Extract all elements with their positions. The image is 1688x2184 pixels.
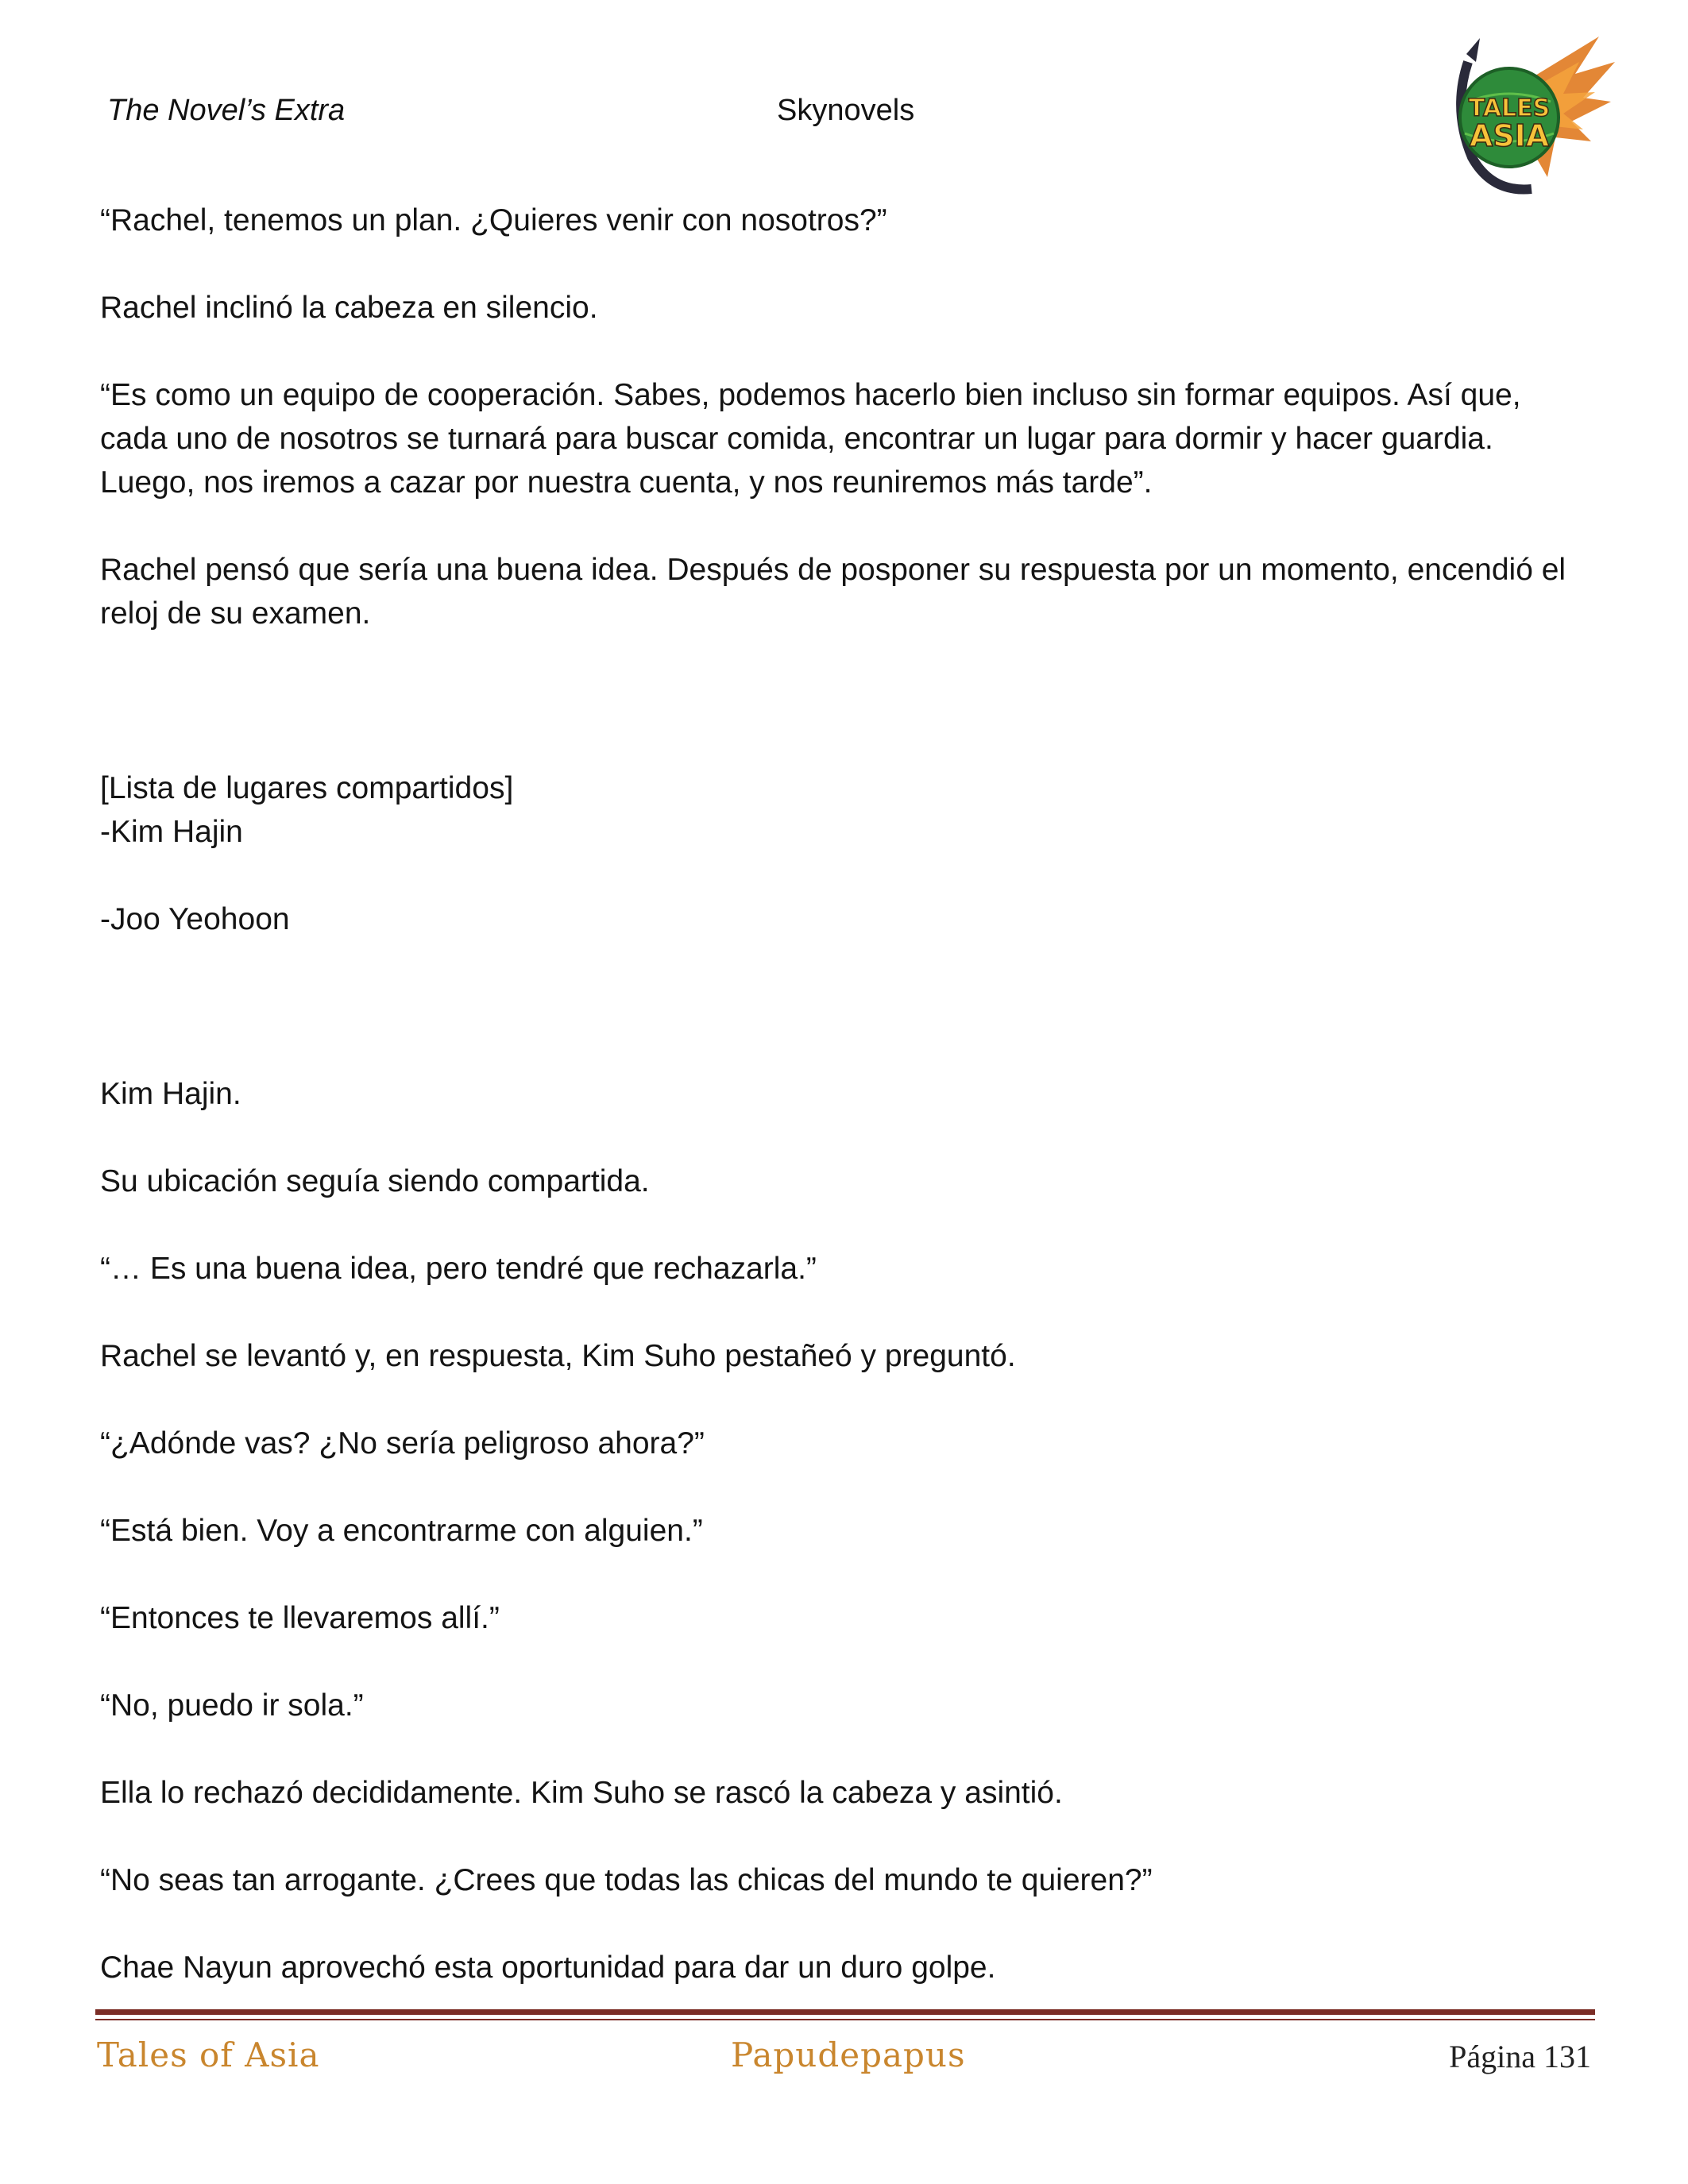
footer-publisher: Tales of Asia (97, 2035, 320, 2074)
footer-translator: Papudepapus (731, 2035, 966, 2074)
footer-page-number: Página 131 (1449, 2039, 1591, 2074)
logo-text-top: TALES (1468, 95, 1551, 122)
shared-locations-heading: [Lista de lugares compartidos] (100, 771, 514, 805)
paragraph: Chae Nayun aprovechó esta oportunidad para dar un duro golpe. (100, 1951, 996, 1985)
paragraph: Su ubicación seguía siendo compartida. (100, 1164, 650, 1198)
paragraph: “Está bien. Voy a encontrarme con alguien.” (100, 1514, 703, 1548)
footer-rule-thin (95, 2019, 1595, 2020)
logo-text-bottom: ASIA (1469, 118, 1550, 153)
paragraph: “¿Adónde vas? ¿No sería peligroso ahora?” (100, 1426, 705, 1461)
paragraph: “Rachel, tenemos un plan. ¿Quieres venir con nosotros?” (100, 203, 887, 237)
list-item: -Joo Yeohoon (100, 902, 290, 936)
paragraph: “Entonces te llevaremos allí.” (100, 1601, 500, 1635)
paragraph: “Es como un equipo de cooperación. Sabes, podemos hacerlo bien incluso sin formar equipos. Así que, cada uno de nosotros se turnará para buscar comida, encontrar un lugar para dormir y hacer guardia. Luego, nos iremos a cazar por nuestra cuenta, y nos reuniremos más tarde”. (100, 378, 1521, 500)
paragraph: Rachel se levantó y, en respuesta, Kim Suho pestañeó y preguntó. (100, 1339, 1016, 1373)
header-site-name: Skynovels (777, 94, 915, 127)
paragraph: Rachel pensó que sería una buena idea. Después de posponer su respuesta por un momento, encendió el reloj de su examen. (100, 553, 1566, 631)
list-item: -Kim Hajin (100, 815, 243, 849)
footer-rule-thick (95, 2009, 1595, 2015)
paragraph: “No, puedo ir sola.” (100, 1688, 364, 1723)
paragraph: Ella lo rechazó decididamente. Kim Suho se rascó la cabeza y asintió. (100, 1776, 1063, 1810)
body-text (100, 199, 1593, 1989)
paragraph: “No seas tan arrogante. ¿Crees que todas las chicas del mundo te quieren?” (100, 1863, 1153, 1897)
tales-of-asia-logo (1436, 30, 1619, 201)
paragraph: Kim Hajin. (100, 1077, 241, 1111)
paragraph: “… Es una buena idea, pero tendré que rechazarla.” (100, 1252, 817, 1286)
header-book-title: The Novel’s Extra (107, 94, 346, 127)
paragraph: Rachel inclinó la cabeza en silencio. (100, 291, 598, 325)
